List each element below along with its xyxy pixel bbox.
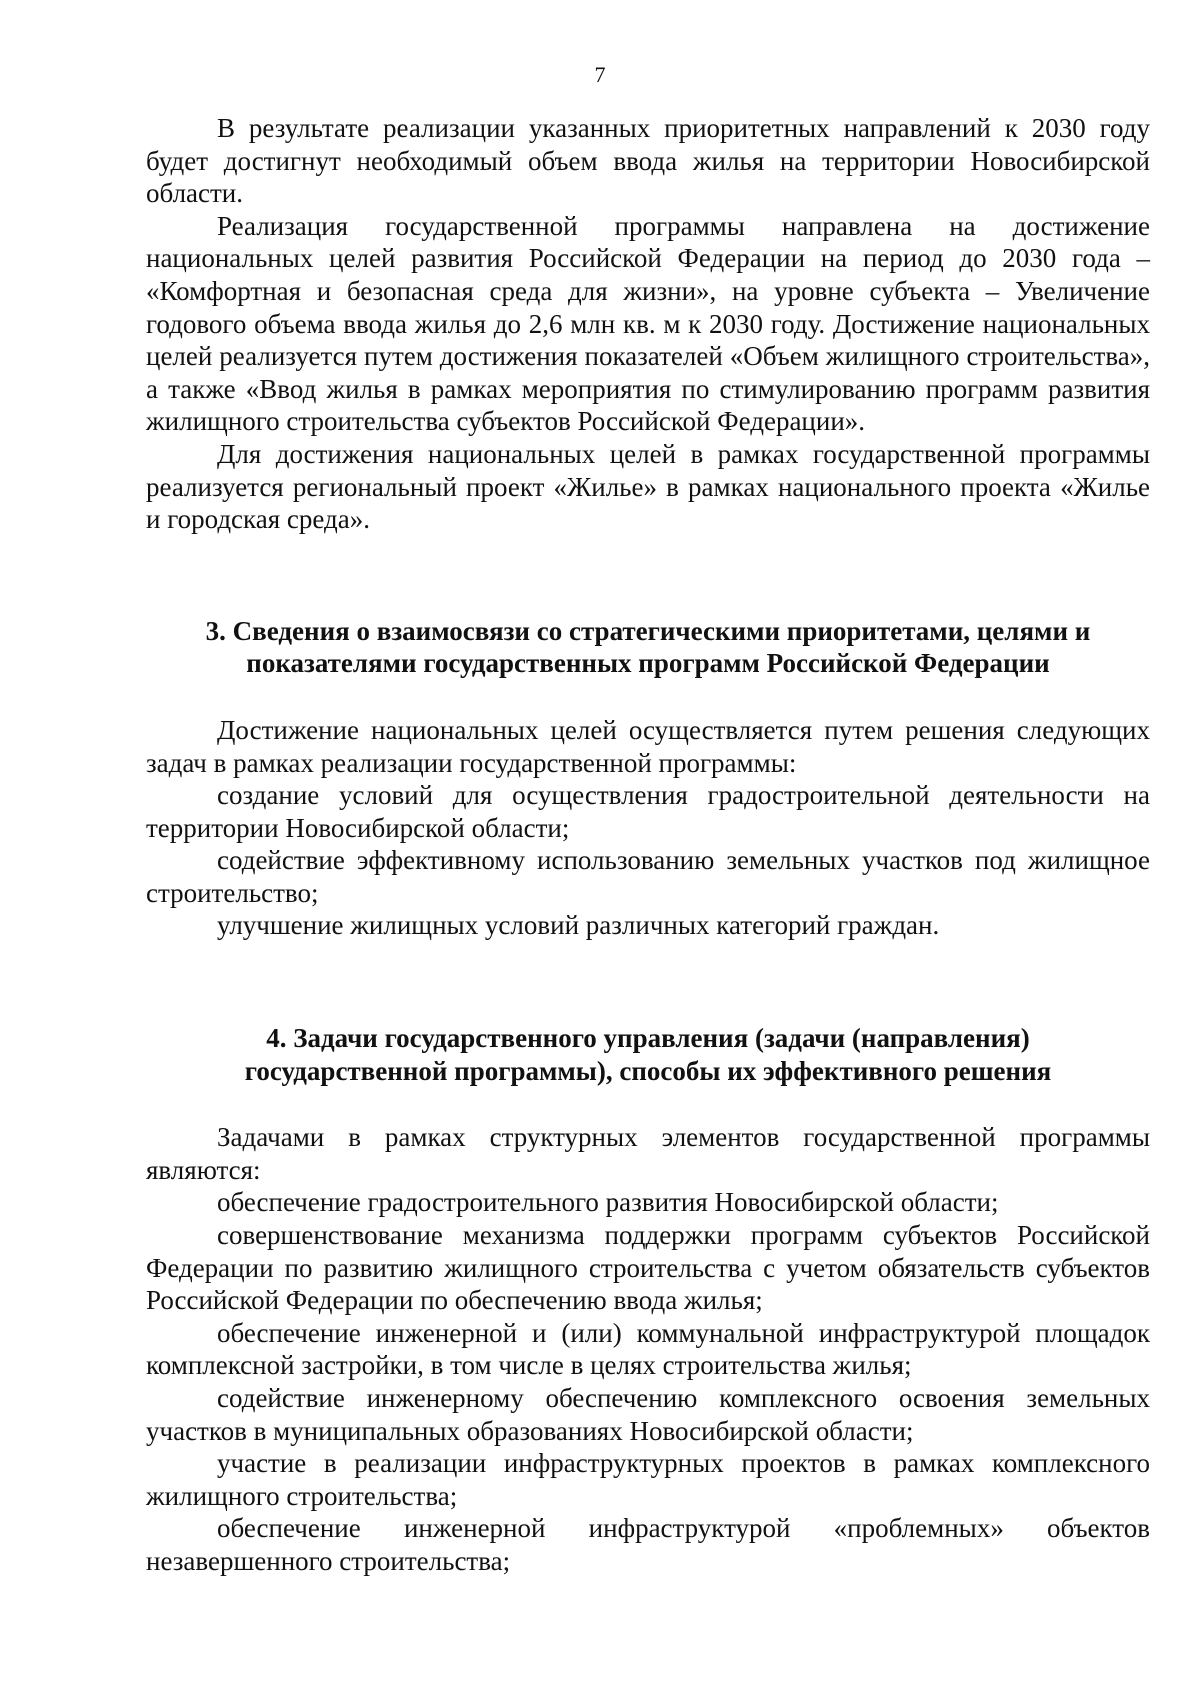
list-item: содействие эффективному использованию земельных участков под жилищное строительство; xyxy=(146,845,1150,908)
paragraph: Реализация государственной программы направлена на достижение национальных целей развития Российской Федерации на период до 2030 года – «Комфортная и безопасная среда для жизни», на уровне субъекта – Увеличение годового объема ввода жилья до 2,6 млн кв. м к 2030 году. Достижение национальных целей реализуется путем достижения показателей «Объем жилищного строительства», а также «Ввод жилья в рамках мероприятия по стимулированию программ развития жилищного строительства субъектов Российской Федерации». xyxy=(146,210,1150,437)
paragraph: Задачами в рамках структурных элементов государственной программы являются: xyxy=(146,1122,1150,1185)
section-4-heading-line-1: 4. Задачи государственного управления (задачи (направления) xyxy=(266,1023,1030,1054)
section-3-heading-line-2: показателями государственных программ Российской Федерации xyxy=(246,648,1050,679)
list-item: совершенствование механизма поддержки программ субъектов Российской Федерации по развитию жилищного строительства с учетом обязательств субъектов Российской Федерации по обеспечению ввода жилья; xyxy=(146,1220,1150,1316)
paragraph: Достижение национальных целей осуществляется путем решения следующих задач в рамках реализации государственной программы: xyxy=(146,714,1150,778)
list-item: обеспечение инженерной и (или) коммунальной инфраструктурой площадок комплексной застройки, в том числе в целях строительства жилья; xyxy=(146,1317,1150,1381)
list-item: создание условий для осуществления градостроительной деятельности на территории Новосибирской области; xyxy=(146,780,1150,843)
list-item: обеспечение градостроительного развития Новосибирской области; xyxy=(217,1187,999,1218)
list-item: улучшение жилищных условий различных категорий граждан. xyxy=(217,910,940,941)
document-body xyxy=(146,112,1150,1578)
paragraph: В результате реализации указанных приоритетных направлений к 2030 году будет достигнут необходимый объем ввода жилья на территории Новосибирской области. xyxy=(146,113,1150,209)
section-3-heading-line-1: 3. Сведения о взаимосвязи со стратегическими приоритетами, целями и xyxy=(205,615,1091,646)
list-item: содействие инженерному обеспечению комплексного освоения земельных участков в муниципальных образованиях Новосибирской области; xyxy=(146,1383,1150,1446)
section-4-heading xyxy=(146,1022,1150,1087)
section-4-heading-line-2: государственной программы), способы их эффективного решения xyxy=(244,1055,1052,1086)
section-3-heading xyxy=(146,615,1150,680)
list-item: участие в реализации инфраструктурных проектов в рамках комплексного жилищного строительства; xyxy=(146,1448,1150,1511)
list-item: обеспечение инженерной инфраструктурой «проблемных» объектов незавершенного строительства; xyxy=(146,1513,1150,1576)
page-number: 7 xyxy=(594,62,606,87)
paragraph: Для достижения национальных целей в рамках государственной программы реализуется региональный проект «Жилье» в рамках национального проекта «Жилье и городская среда». xyxy=(146,438,1150,535)
